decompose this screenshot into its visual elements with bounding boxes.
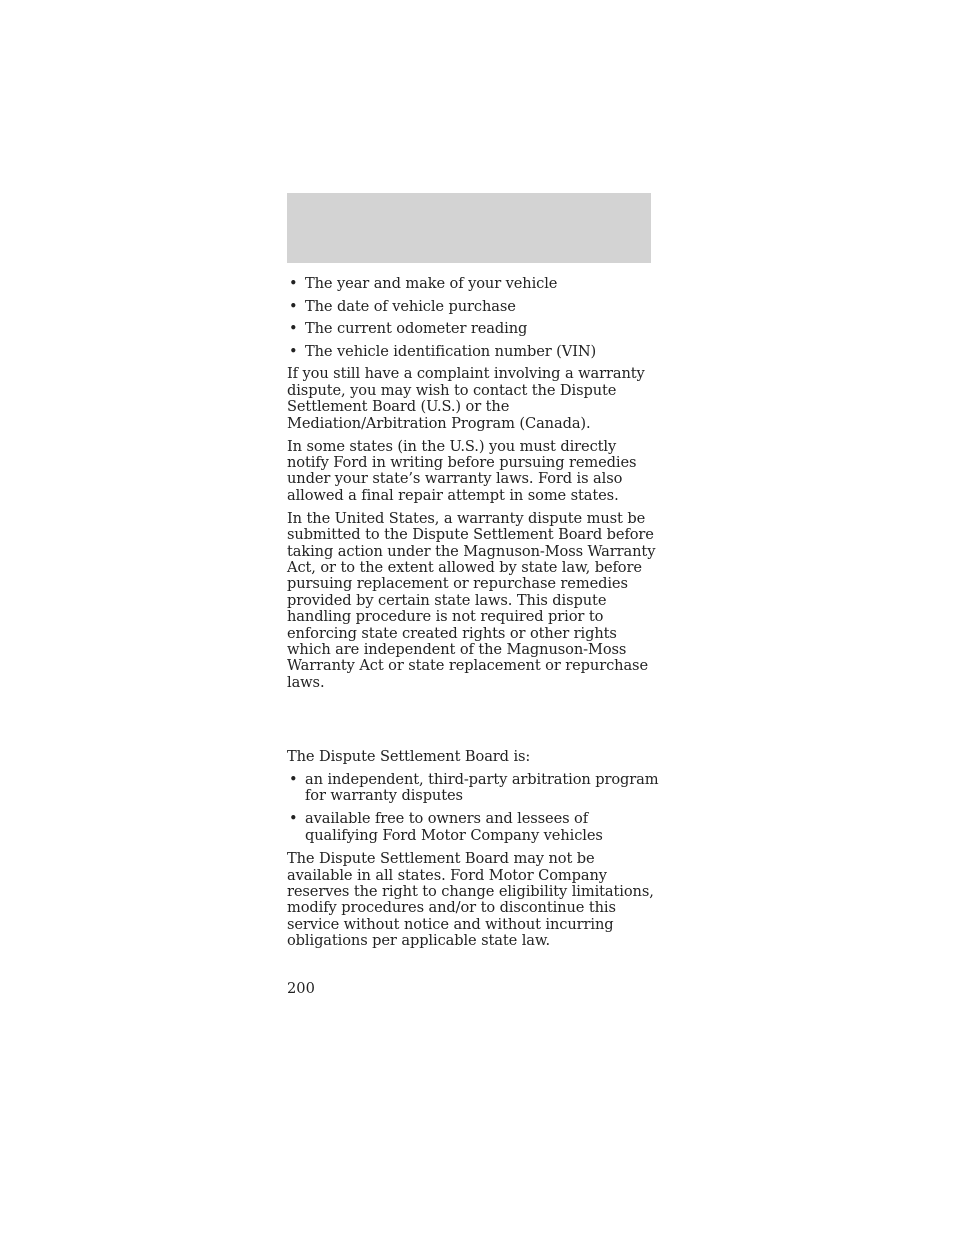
paragraph-board-intro: The Dispute Settlement Board is:: [287, 747, 531, 765]
paragraph-availability: The Dispute Settlement Board may not be available in all states. Ford Motor Company reserves the right to change eligibility limitations, modify procedures and/or to discontinue this service without notice and without incurring obligations per applicable state law.: [287, 850, 654, 950]
list-item: • an independent, third-party arbitration program for warranty disputes: [289, 770, 659, 805]
list-item: • The year and make of your vehicle: [289, 275, 558, 292]
page-number: 200: [287, 980, 315, 997]
section-spacer: [287, 698, 659, 749]
vehicle-info-list: [287, 276, 659, 360]
board-description-list: [287, 772, 659, 844]
bullet-icon: •: [289, 342, 298, 360]
list-item: • The date of vehicle purchase: [289, 297, 516, 315]
bullet-icon: •: [289, 770, 298, 788]
bullet-icon: •: [289, 297, 298, 315]
bullet-icon: •: [289, 320, 298, 338]
list-item: • available free to owners and lessees of qualifying Ford Motor Company vehicles: [289, 810, 603, 844]
paragraph-complaint: If you still have a complaint involving a warranty dispute, you may wish to contact the Dispute Settlement Board (U.S.) or the Mediation/Arbitration Program (Canada).: [287, 365, 645, 432]
list-item: • The current odometer reading: [289, 320, 528, 338]
page-content: [287, 276, 659, 956]
paragraph-state-notice: In some states (in the U.S.) you must directly notify Ford in writing before pursuing remedies under your state’s warranty laws. Ford is also allowed a final repair attempt in some states.: [287, 437, 637, 504]
bullet-icon: •: [289, 275, 298, 292]
section-header-band: [287, 193, 651, 263]
list-item: • The vehicle identification number (VIN): [289, 342, 597, 360]
bullet-icon: •: [289, 810, 298, 828]
paragraph-us-disputes: In the United States, a warranty dispute must be submitted to the Dispute Settlement Board before taking action under the Magnuson-Moss Warranty Act, or to the extent allowed by state law, before pursuing replacement or repurchase remedies provided by certain state laws. This dispute handling procedure is not required prior to enforcing state created rights or other rights which are independent of the Magnuson-Moss Warranty Act or state replacement or repurchase laws.: [287, 509, 656, 691]
